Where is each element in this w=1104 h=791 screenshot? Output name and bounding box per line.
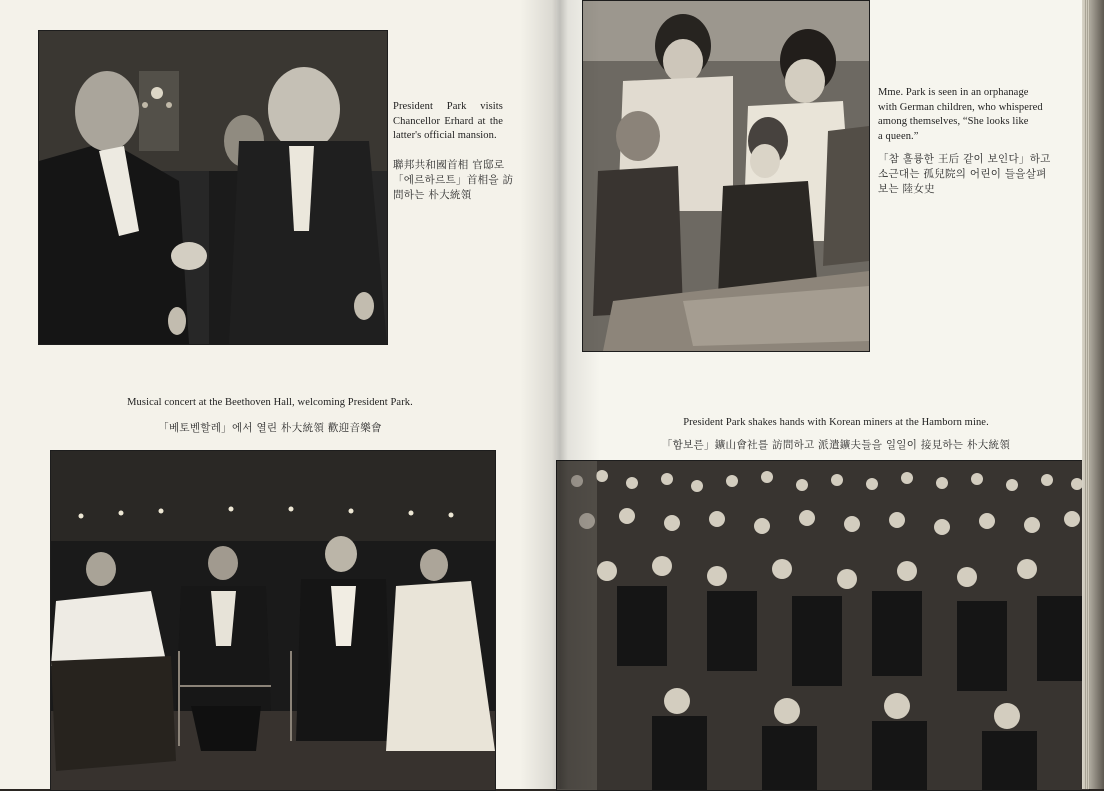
photo-hamborn-mine-miners xyxy=(556,460,1090,791)
caption-top-left-en: President Park visits Chancellor Erhard at the latter's official mansion. xyxy=(393,101,503,141)
caption-top-right-en xyxy=(878,86,1058,144)
caption-bottom-right-ko: 「함보른」鑛山會社를 訪問하고 派遣鑛夫들을 일일이 接見하는 朴大統領 xyxy=(661,439,1011,451)
caption-bottom-left-en: Musical concert at the Beethoven Hall, welcoming President Park. xyxy=(127,397,413,408)
caption-en-line: a queen.” xyxy=(878,130,919,142)
caption-ko-line: 問하는 朴大統領 xyxy=(393,189,472,201)
caption-ko-line: 聯邦共和國首相 官邸로 xyxy=(393,159,505,171)
photo-mme-park-orphanage xyxy=(582,0,870,352)
caption-ko-line: 보는 陸女史 xyxy=(878,183,935,195)
caption-ko-line: 「에르하르트」首相을 訪 xyxy=(393,174,514,186)
caption-en-line: Mme. Park is seen in an orphanage xyxy=(878,87,1029,98)
caption-en-line: among themselves, “She looks like xyxy=(878,116,1029,127)
photo-beethoven-hall-concert xyxy=(50,450,496,791)
caption-bottom-right-en: President Park shakes hands with Korean miners at the Hamborn mine. xyxy=(683,417,989,428)
caption-bottom-left-ko: 「베토벤할레」에서 열린 朴大統領 歡迎音樂會 xyxy=(158,422,382,434)
caption-top-left-ko xyxy=(393,158,523,203)
photo-president-park-chancellor-erhard xyxy=(38,30,388,345)
caption-top-right-ko xyxy=(878,152,1068,197)
caption-en-line: with German children, who whispered xyxy=(878,101,1043,113)
caption-ko-line: 「참 훌륭한 王后 같이 보인다」하고 xyxy=(878,153,1051,165)
page-edges xyxy=(1084,0,1090,789)
right-page xyxy=(556,0,1104,789)
caption-ko-line: 소근대는 孤兒院의 어린이 들을살펴 xyxy=(878,168,1047,180)
